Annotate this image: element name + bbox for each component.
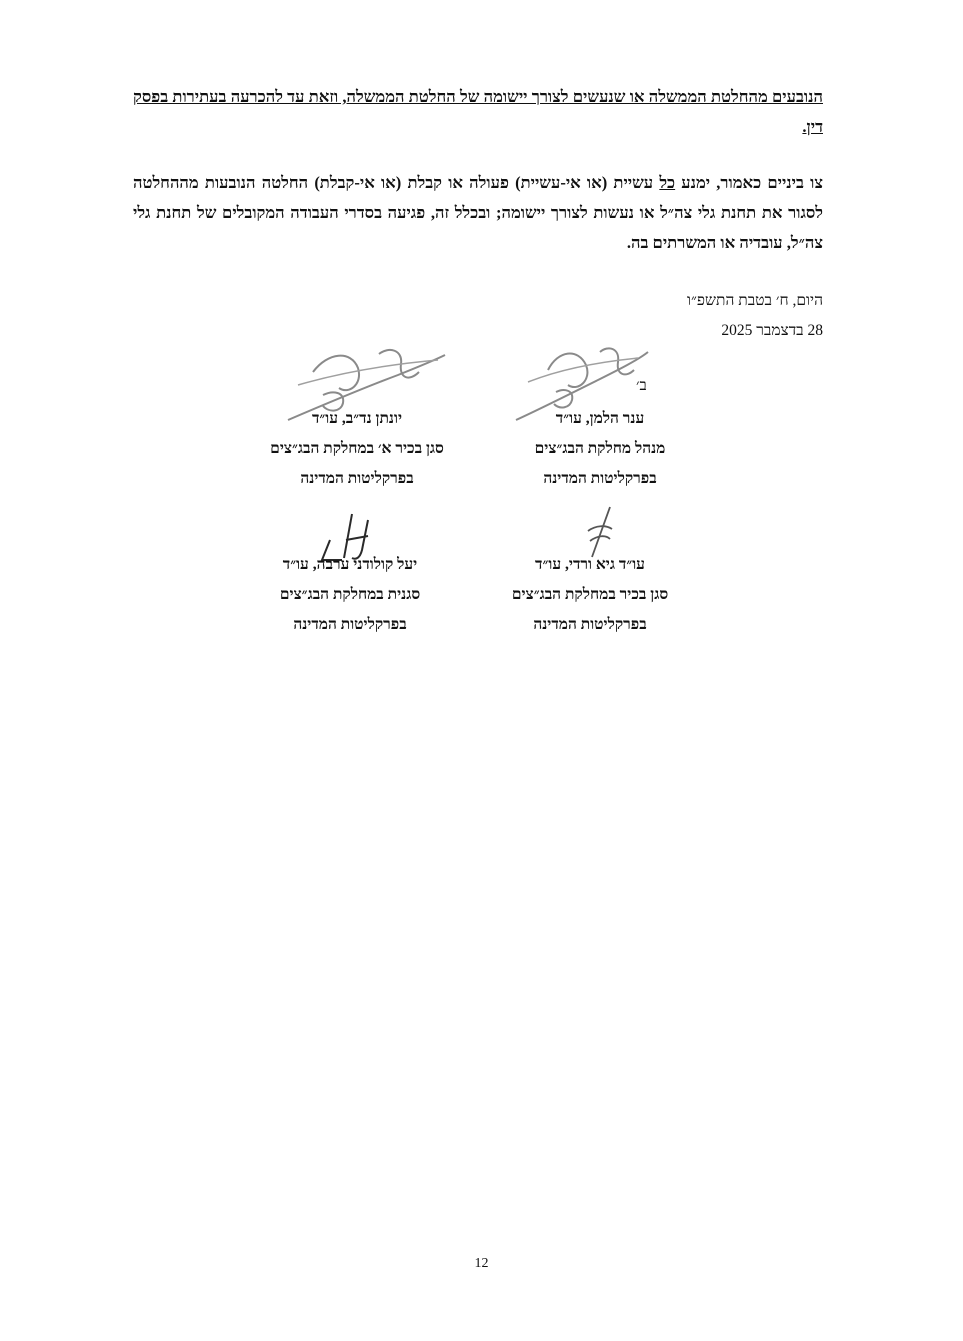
signatory-office: בפרקליטות המדינה xyxy=(543,470,657,487)
signatory-office: בפרקליטות המדינה xyxy=(300,470,414,487)
date-block xyxy=(687,286,823,346)
signatory-name: ענר הלמן, עו״ד xyxy=(555,410,645,427)
signatory-title: סגנית במחלקת הבג״צים xyxy=(279,586,421,603)
signatory-office: בפרקליטות המדינה xyxy=(533,616,647,633)
signatory-title: סגן בכיר א׳ במחלקת הבג״צים xyxy=(270,440,444,457)
signatory-block-2 xyxy=(237,404,477,494)
signatory-office: בפרקליטות המדינה xyxy=(293,616,407,633)
signatory-name: יונתן נד״ב, עו״ד xyxy=(311,410,403,427)
signatory-title: סגן בכיר במחלקת הבג״צים xyxy=(511,586,669,603)
signatory-block-4 xyxy=(230,550,470,640)
paragraph-interim-order xyxy=(133,168,823,258)
paragraph-relief-until-judgment: הנובעים מהחלטת הממשלה או שנעשים לצורך יישומה של החלטת הממשלה, וזאת עד להכרעה בעתירות בפסק דין. xyxy=(133,87,823,136)
signatory-title: מנהל מחלקת הבג״צים xyxy=(534,440,666,457)
signatory-name: עו״ד גיא ורדי, עו״ד xyxy=(535,556,645,573)
signatory-block-1 xyxy=(480,404,720,494)
paragraph-interim-order-rest: עשיית (או אי-עשיית) פעולה או קבלת (או אי-קבלת) החלטה הנובעות מההחלטה לסגור את תחנת גלי צה״ל או נעשות לצורך יישומה; ובכלל זה, פגיעה בסדרי העבודה המקובלים של תחנת גלי צה״ל, עובדיה או המשרתים בה. xyxy=(133,173,823,252)
underlined-word-kol: כל xyxy=(659,173,676,192)
date-gregorian: 28 בדצמבר 2025 xyxy=(721,322,823,339)
signature-prefix: ב׳ xyxy=(636,378,647,394)
date-hebrew: היום, ח׳ בטבת התשפ״ו xyxy=(687,292,823,309)
page-number: 12 xyxy=(474,1256,489,1271)
paragraph-interim-order-start: צו ביניים כאמור, ימנע xyxy=(675,173,823,192)
signatory-name: יעל קולודני ערבה, עו״ד xyxy=(282,556,418,573)
signatory-block-3 xyxy=(470,550,710,640)
